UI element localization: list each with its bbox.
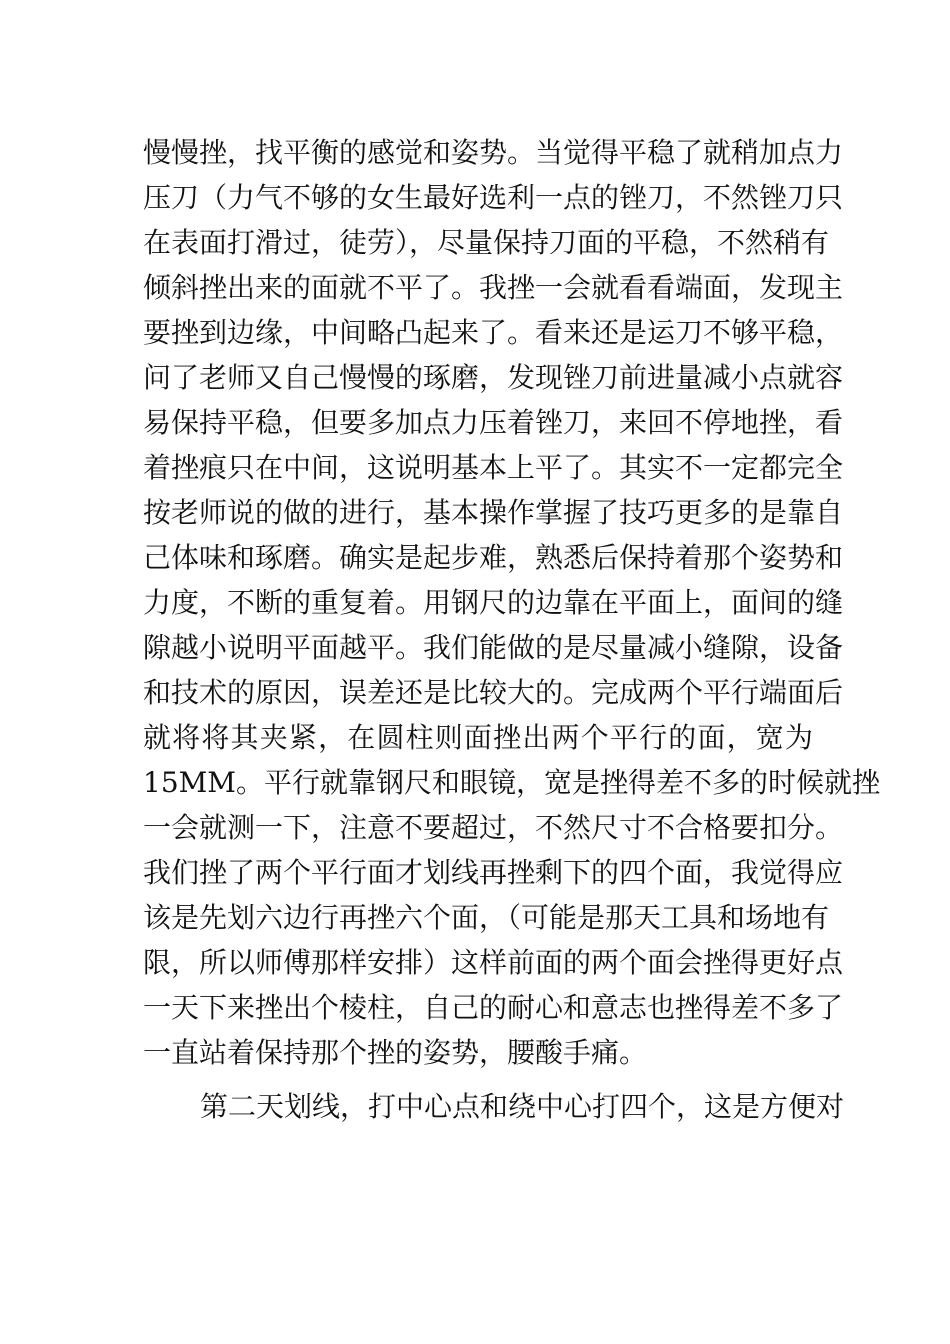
text-line: 一会就测一下，注意不要超过，不然尺寸不合格要扣分。 [143,811,844,844]
text-line: 一直站着保持那个挫的姿势，腰酸手痛。 [143,1036,648,1069]
text-line: 问了老师又自己慢慢的琢磨，发现锉刀前进量减小点就容 [143,361,844,394]
text-line: 和技术的原因，误差还是比较大的。完成两个平行端面后 [143,676,844,709]
text-line: 倾斜挫出来的面就不平了。我挫一会就看看端面，发现主 [143,271,844,304]
text-line: 15MM。平行就靠钢尺和眼镜，宽是挫得差不多的时候就挫 [143,766,880,799]
text-line: 压刀（力气不够的女生最好选利一点的锉刀，不然锉刀只 [143,181,844,214]
text-line: 按老师说的做的进行，基本操作掌握了技巧更多的是靠自 [143,496,844,529]
text-line: 该是先划六边行再挫六个面，（可能是那天工具和场地有 [143,901,830,934]
text-line: 易保持平稳，但要多加点力压着锉刀，来回不停地挫，看 [143,406,844,439]
text-line: 我们挫了两个平行面才划线再挫剩下的四个面，我觉得应 [143,856,844,889]
paragraph-2 [143,1084,845,1129]
text-line: 要挫到边缘，中间略凸起来了。看来还是运刀不够平稳， [143,316,844,349]
text-line: 慢慢挫，找平衡的感觉和姿势。当觉得平稳了就稍加点力 [143,136,844,169]
text-line: 隙越小说明平面越平。我们能做的是尽量减小缝隙，设备 [143,631,844,664]
paragraph-spacer [143,1075,813,1084]
text-line: 己体味和琢磨。确实是起步难，熟悉后保持着那个姿势和 [143,541,844,574]
text-line: 着挫痕只在中间，这说明基本上平了。其实不一定都完全 [143,451,844,484]
body-text [143,130,880,1129]
text-line: 就将将其夹紧，在圆柱则面挫出两个平行的面，宽为 [143,721,813,754]
paragraph-1 [143,130,880,1075]
text-line: 在表面打滑过，徒劳），尽量保持刀面的平稳，不然稍有 [143,226,830,259]
text-line: 一天下来挫出个棱柱，自己的耐心和意志也挫得差不多了 [143,991,844,1024]
text-line: 第二天划线，打中心点和绕中心打四个，这是方便对 [200,1090,845,1123]
text-line: 限，所以师傅那样安排）这样前面的两个面会挫得更好点 [143,946,844,979]
text-line: 力度，不断的重复着。用钢尺的边靠在平面上，面间的缝 [143,586,844,619]
